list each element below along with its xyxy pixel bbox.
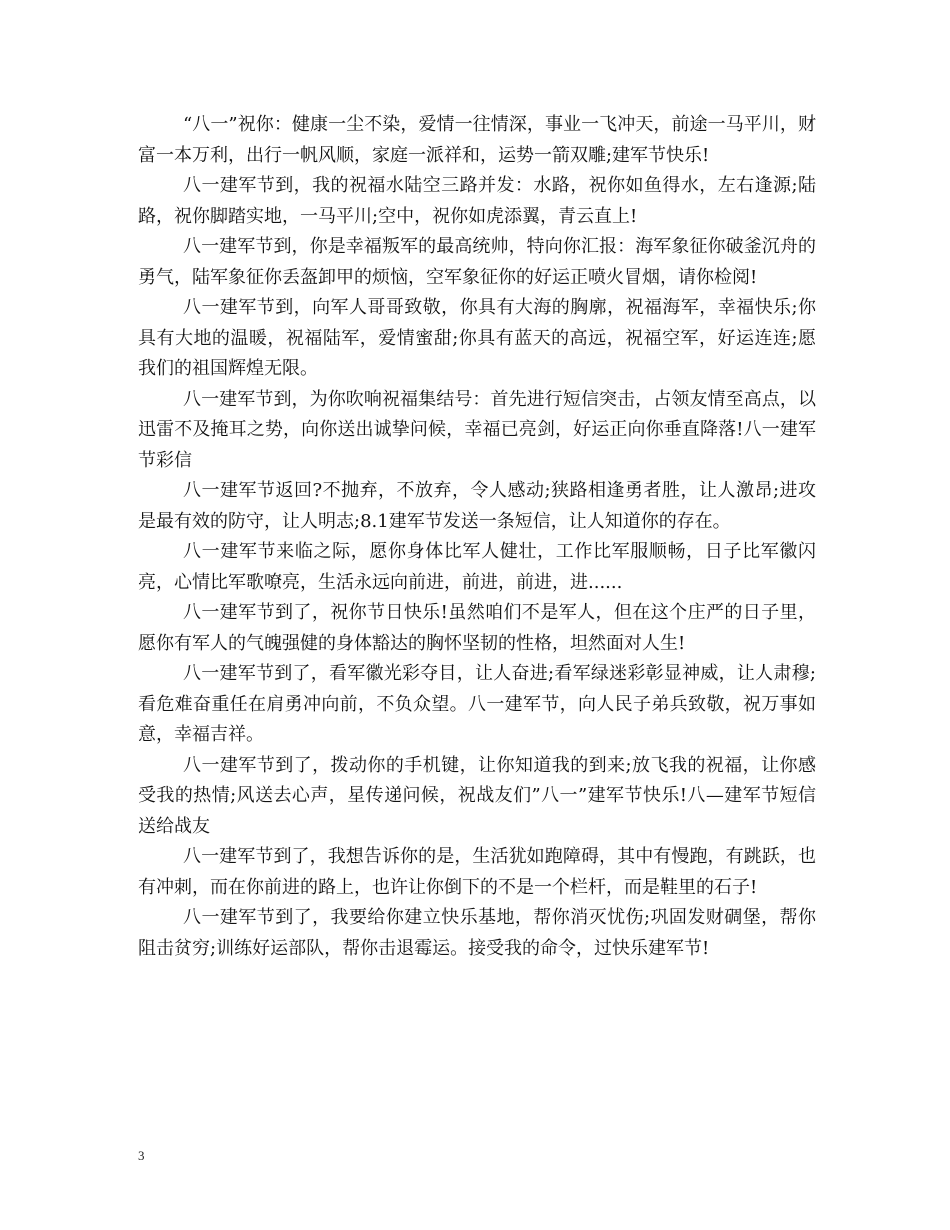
page-number: 3 <box>138 1148 145 1163</box>
paragraph-3: 八一建军节到，你是幸福叛军的最高统帅，特向你汇报：海军象征你破釜沉舟的勇气，陆军象征你丢盔卸甲的烦恼，空军象征你的好运正喷火冒烟，请你检阅! <box>138 236 816 288</box>
paragraph-4: 八一建军节到，向军人哥哥致敬，你具有大海的胸廓，祝福海军，幸福快乐;你具有大地的温暖，祝福陆军，爱情蜜甜;你具有蓝天的高远，祝福空军，好运连连;愿我们的祖国辉煌无限。 <box>138 297 816 379</box>
paragraph-6: 八一建军节返回?不抛弃，不放弃，令人感动;狭路相逢勇者胜，让人激昂;进攻是最有效的防守，让人明志;8.1建军节发送一条短信，让人知道你的存在。 <box>138 480 816 532</box>
paragraph-8: 八一建军节到了，祝你节日快乐!虽然咱们不是军人，但在这个庄严的日子里，愿你有军人的气魄强健的身体豁达的胸怀坚韧的性格，坦然面对人生! <box>138 602 816 654</box>
paragraph-10: 八一建军节到了，拨动你的手机键，让你知道我的到来;放飞我的祝福，让你感受我的热情;风送去心声，星传递问候，祝战友们”八一”建军节快乐!八—建军节短信送给战友 <box>138 754 816 837</box>
document-body <box>138 110 816 964</box>
paragraph-9: 八一建军节到了，看军徽光彩夺目，让人奋进;看军绿迷彩彰显神威，让人肃穆;看危难奋重任在肩勇冲向前，不负众望。八一建军节，向人民子弟兵致敬，祝万事如意，幸福吉祥。 <box>138 663 816 745</box>
paragraph-1: “八一”祝你：健康一尘不染，爱情一往情深，事业一飞冲天，前途一马平川，财富一本万利，出行一帆风顺，家庭一派祥和，运势一箭双雕;建军节快乐! <box>138 114 816 166</box>
paragraph-5: 八一建军节到，为你吹响祝福集结号：首先进行短信突击，占领友情至高点，以迅雷不及掩耳之势，向你送出诚挚问候，幸福已亮剑，好运正向你垂直降落!八一建军节彩信 <box>138 388 816 471</box>
paragraph-12: 八一建军节到了，我要给你建立快乐基地，帮你消灭忧伤;巩固发财碉堡，帮你阻击贫穷;训练好运部队，帮你击退霉运。接受我的命令，过快乐建军节! <box>138 907 816 959</box>
paragraph-11: 八一建军节到了，我想告诉你的是，生活犹如跑障碍，其中有慢跑，有跳跃，也有冲刺，而在你前进的路上，也许让你倒下的不是一个栏杆，而是鞋里的石子! <box>138 846 816 898</box>
paragraph-2: 八一建军节到，我的祝福水陆空三路并发：水路，祝你如鱼得水，左右逢源;陆路，祝你脚踏实地，一马平川;空中，祝你如虎添翼，青云直上! <box>138 175 816 227</box>
paragraph-7: 八一建军节来临之际，愿你身体比军人健壮，工作比军服顺畅，日子比军徽闪亮，心情比军歌嘹亮，生活永远向前进，前进，前进，进...... <box>138 541 816 593</box>
